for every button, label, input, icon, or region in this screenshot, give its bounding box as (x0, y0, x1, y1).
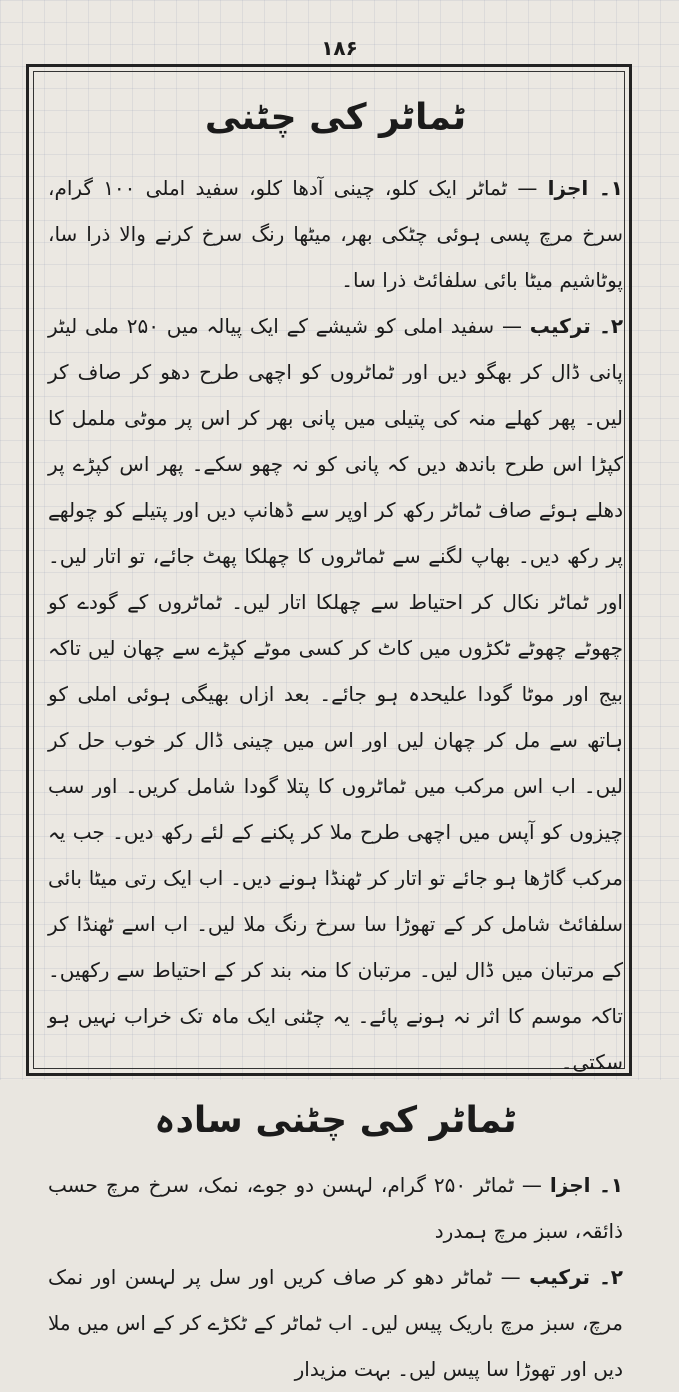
recipe-title: ٹماٹر کی چٹنی (204, 97, 467, 138)
method-text-2: ٹماٹر دھو کر صاف کریں اور سل پر لہسن اور نمک مرچ، سبز مرچ باریک پیس لیں۔ اب ٹماٹر کے ٹکڑے کر کے اس میں ملا دیں اور تھوڑا سا پیس لیں۔ بہت مزیدار (48, 1265, 623, 1382)
recipe-title-2: ٹماٹر کی چٹنی سادہ (154, 1100, 517, 1142)
method-paragraph-2: ۲۔ ترکیب — ٹماٹر دھو کر صاف کریں اور سل پر لہسن اور نمک مرچ، سبز مرچ باریک پیس لیں۔ اب ٹماٹر کے ٹکڑے کر کے اس میں ملا دیں اور تھوڑا سا پیس لیں۔ بہت مزیدار (48, 1265, 624, 1382)
ingredients-label: ۱۔ اجزا (547, 176, 623, 201)
method-label: ۲۔ ترکیب (529, 314, 624, 339)
method-text: سفید املی کو شیشے کے ایک پیالہ میں ۲۵۰ ملی لیٹر پانی ڈال کر بھگو دیں اور ٹماٹروں کو اچھی طرح دھو کر صاف کر لیں۔ پھر کھلے منہ کی پتیلی میں پانی بھر کر اس پر موٹی ململ کا کپڑا اس طرح باندھ دیں کہ پانی کو نہ چھو سکے۔ پھر اس کپڑے پر دھلے ہوئے صاف ٹماٹر رکھ کر اوپر سے ڈھانپ دیں اور پتیلے کو چولھے پر رکھ دیں۔ بھاپ لگنے سے ٹماٹروں کا چھلکا پھٹ جائے، تو اتار لیں۔ اور ٹماٹر نکال کر احتیاط سے چھلکا اتار لیں۔ ٹماٹروں کے گودے کو چھوٹے چھوٹے ٹکڑوں میں کاٹ کر کسی موٹے کپڑے سے چھان لیں تاکہ بیج اور موٹا گودا علیحدہ ہو جائے۔ بعد ازاں بھیگی ہوئی املی کو ہاتھ سے مل کر چھان لیں اور اس میں چینی ڈال کر خوب حل کر لیں۔ اب اس مرکب میں ٹماٹروں کا پتلا گودا شامل کریں۔ اور سب چیزوں کو آپس میں اچھی طرح ملا کر پکنے کے لئے رکھ دیں۔ جب یہ مرکب گاڑھا ہو جائے تو اتار کر ٹھنڈا ہونے دیں۔ اب ایک رتی میٹا بائی سلفائٹ شامل کر کے تھوڑا سا سرخ رنگ ملا لیں۔ اب اسے ٹھنڈا کر کے مرتبان میں ڈال لیں۔ مرتبان کا منہ بند کر کے احتیاط سے رکھیں۔ تاکہ موسم کا اثر نہ ہونے پائے۔ یہ چٹنی ایک ماہ تک خراب نہیں ہو سکتی۔ (48, 314, 623, 1075)
ingredients-text-2: ٹماٹر ۲۵۰ گرام، لہسن دو جوے، نمک، سرخ مرچ حسب ذائقہ، سبز مرچ ہمدرد (48, 1173, 623, 1244)
ingredients-text: ٹماٹر ایک کلو، چینی آدھا کلو، سفید املی ۱۰۰ گرام، سرخ مرچ پسی ہوئی چٹکی بھر، میٹھا رنگ سرخ کرنے والا ذرا سا، پوٹاشیم میٹا بائی سلفائٹ ذرا سا۔ (48, 176, 623, 293)
ingredients-label-2: ۱۔ اجزا (549, 1173, 624, 1198)
method-paragraph: ۲۔ ترکیب — سفید املی کو شیشے کے ایک پیالہ میں ۲۵۰ ملی لیٹر پانی ڈال کر بھگو دیں اور ٹماٹروں کو اچھی طرح دھو کر صاف کر لیں۔ پھر کھلے منہ کی پتیلی میں پانی بھر کر اس پر موٹی ململ کا کپڑا اس طرح باندھ دیں کہ پانی کو نہ چھو سکے۔ پھر اس کپڑے پر دھلے ہوئے صاف ٹماٹر رکھ کر اوپر سے ڈھانپ دیں اور پتیلے کو چولھے پر رکھ دیں۔ بھاپ لگنے سے ٹماٹروں کا چھلکا پھٹ جائے، تو اتار لیں۔ اور ٹماٹر نکال کر احتیاط سے چھلکا اتار لیں۔ ٹماٹروں کے گودے کو چھوٹے چھوٹے ٹکڑوں میں کاٹ کر کسی موٹے کپڑے سے چھان لیں تاکہ بیج اور موٹا گودا علیحدہ ہو جائے۔ بعد ازاں بھیگی ہوئی املی کو ہاتھ سے مل کر چھان لیں اور اس میں چینی ڈال کر خوب حل کر لیں۔ اب اس مرکب میں ٹماٹروں کا پتلا گودا شامل کریں۔ اور سب چیزوں کو آپس میں اچھی طرح ملا کر پکنے کے لئے رکھ دیں۔ جب یہ مرکب گاڑھا ہو جائے تو اتار کر ٹھنڈا ہونے دیں۔ اب ایک رتی میٹا بائی سلفائٹ شامل کر کے تھوڑا سا سرخ رنگ ملا لیں۔ اب اسے ٹھنڈا کر کے مرتبان میں ڈال لیں۔ مرتبان کا منہ بند کر کے احتیاط سے رکھیں۔ تاکہ موسم کا اثر نہ ہونے پائے۔ یہ چٹنی ایک ماہ تک خراب نہیں ہو سکتی۔ (48, 314, 624, 1075)
page-number: ۱۸۶ (321, 36, 358, 60)
ingredients-paragraph-2: ۱۔ اجزا — ٹماٹر ۲۵۰ گرام، لہسن دو جوے، نمک، سرخ مرچ حسب ذائقہ، سبز مرچ ہمدرد (48, 1173, 624, 1244)
method-label-2: ۲۔ ترکیب (529, 1265, 624, 1290)
ingredients-paragraph: ۱۔ اجزا — ٹماٹر ایک کلو، چینی آدھا کلو، سفید املی ۱۰۰ گرام، سرخ مرچ پسی ہوئی چٹکی بھر، میٹھا رنگ سرخ کرنے والا ذرا سا، پوٹاشیم میٹا بائی سلفائٹ ذرا سا۔ (48, 176, 623, 293)
page-content (48, 90, 623, 1392)
